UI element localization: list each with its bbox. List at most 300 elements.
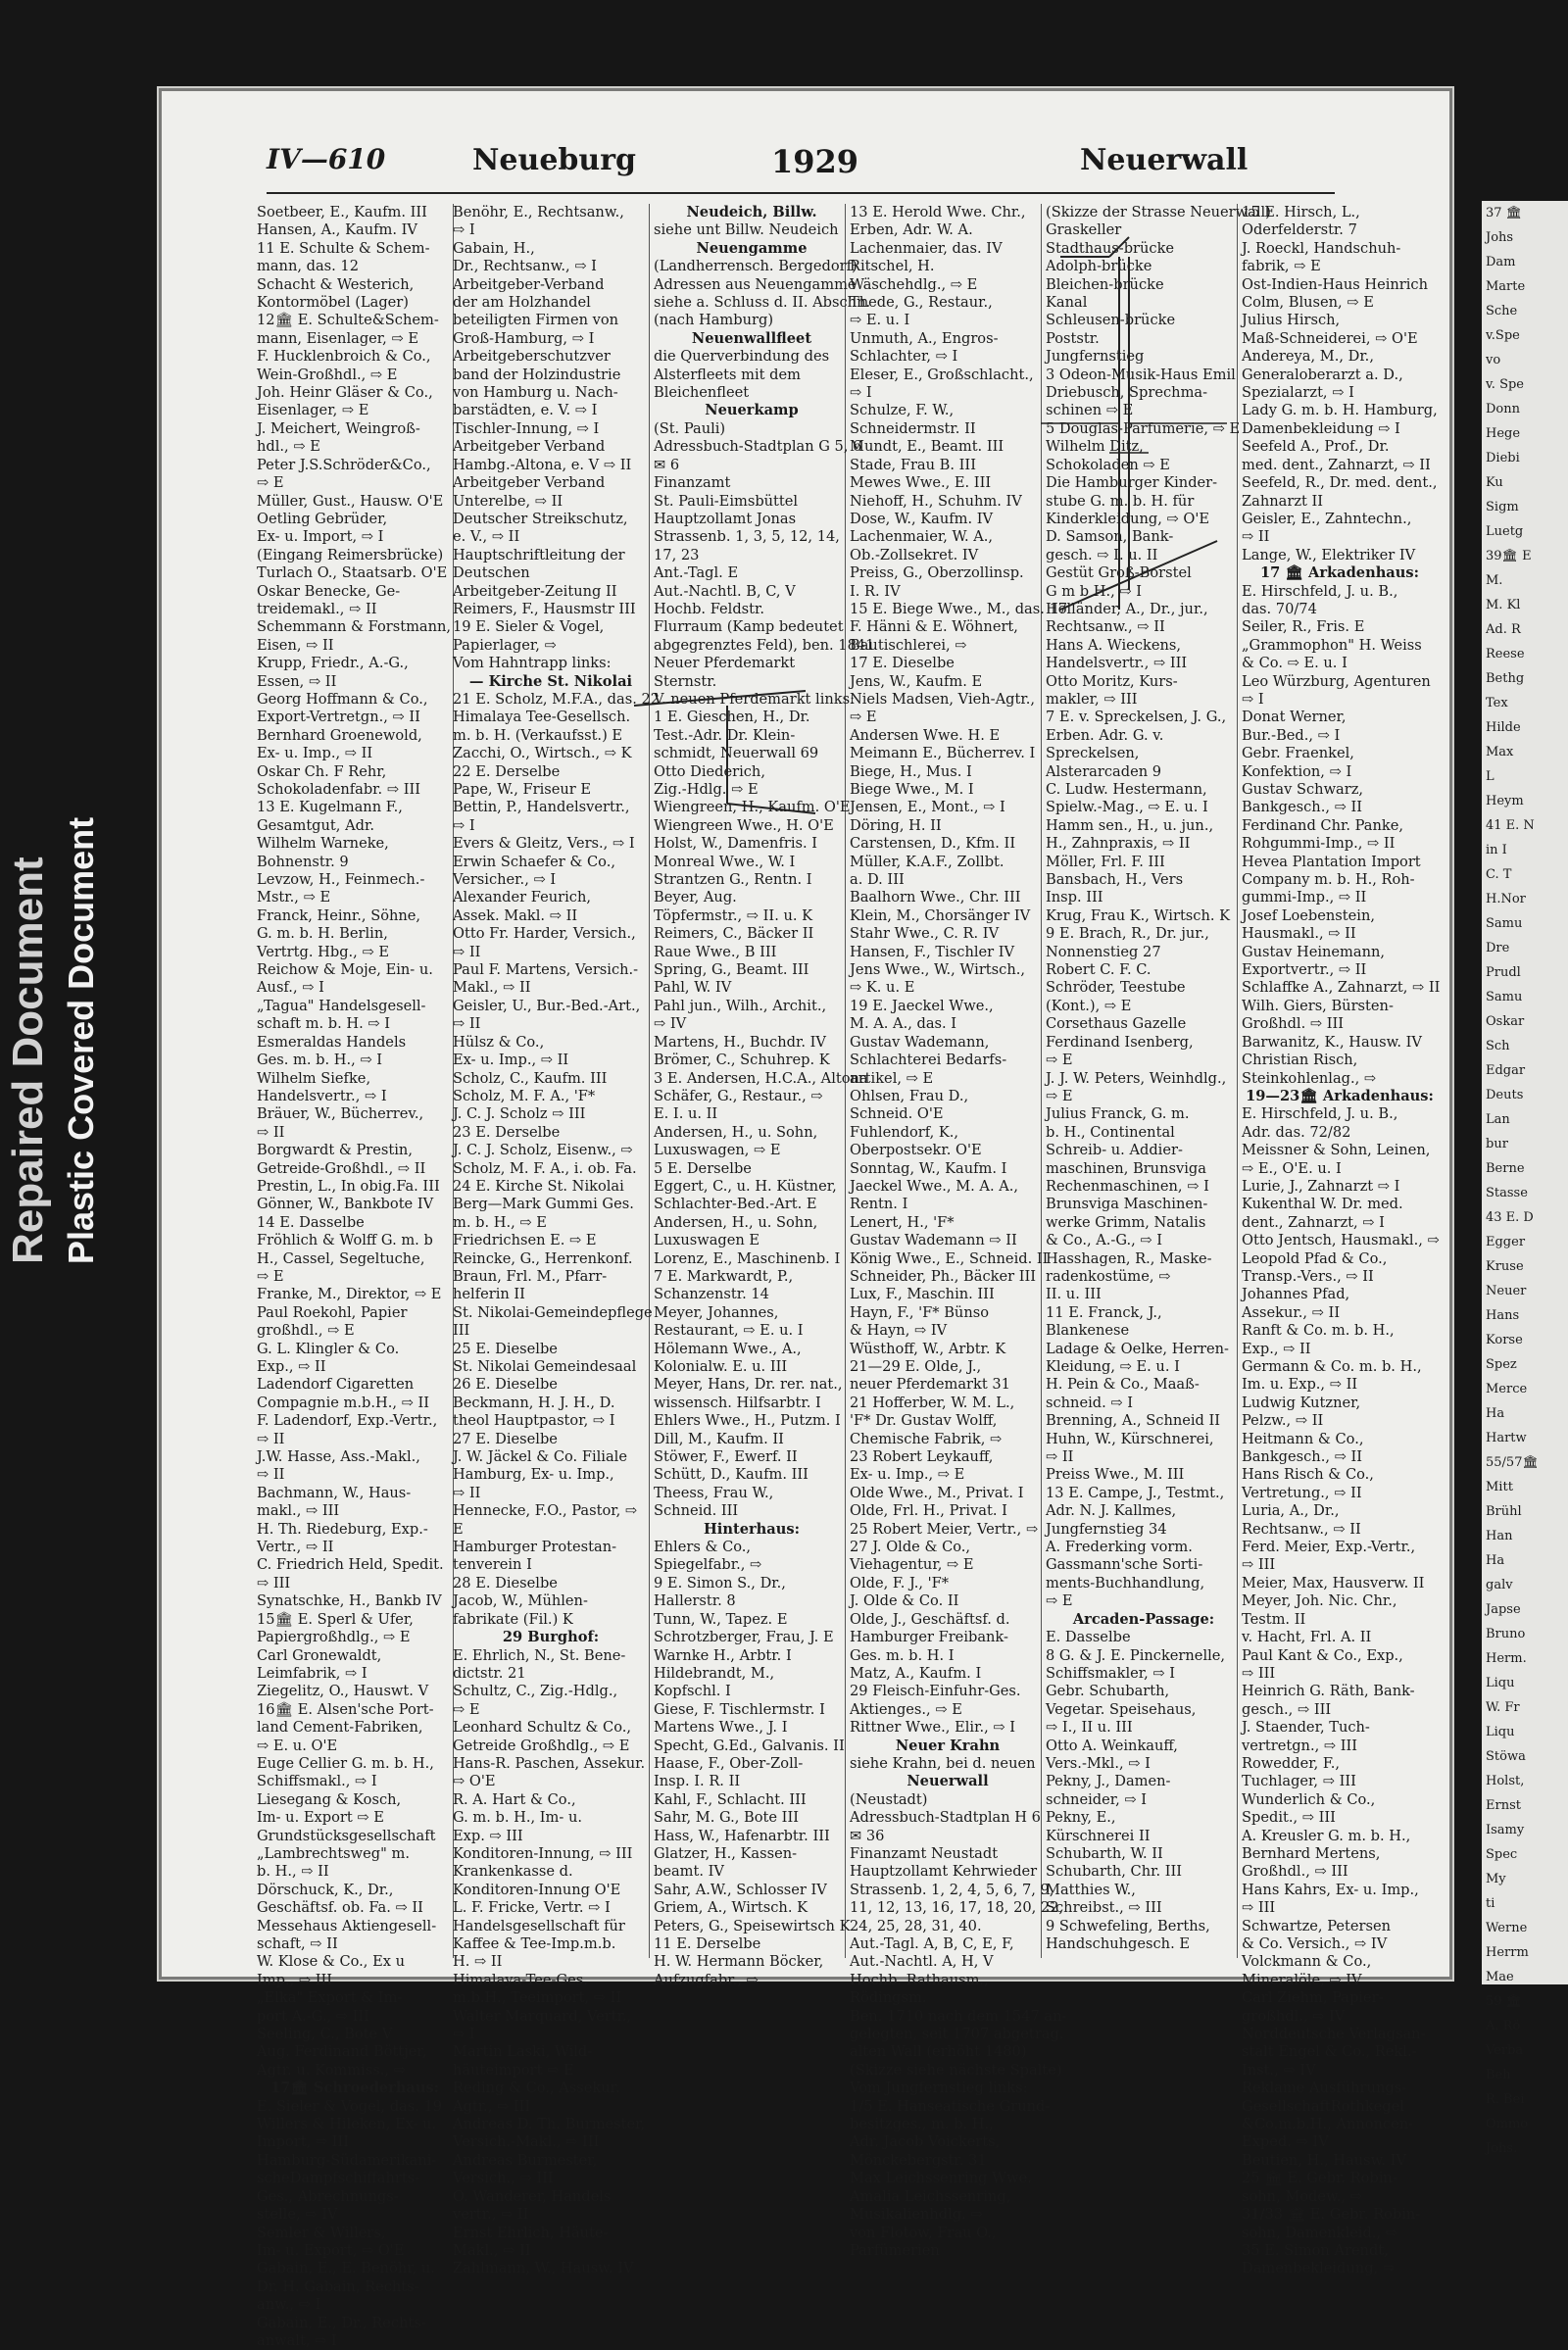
directory-entry-line: Seeling, C., Bote V xyxy=(257,2026,393,2043)
directory-entry-line: Otto Moritz, Kurs- xyxy=(1046,672,1178,690)
directory-entry-line: Kinderkleidung, ⇨ O'E xyxy=(1046,510,1209,527)
directory-entry-line: land Cement-Fabriken, xyxy=(257,1719,423,1737)
directory-entry-line: Handelsgesellschaft für xyxy=(453,1917,625,1934)
directory-entry-line: Wein-Großhdl., ⇨ E xyxy=(257,366,398,383)
directory-entry-line: 5 E. Derselbe xyxy=(654,1159,752,1177)
directory-entry-line: Müller, K.A.F., Zollbt. xyxy=(850,853,1004,870)
directory-entry-line: Im- u. Export ⇨ E xyxy=(257,1809,384,1827)
directory-entry-line: ⇨ II xyxy=(257,1466,285,1484)
directory-entry-line: Kanal xyxy=(1046,294,1088,312)
directory-entry-line: (nach Hamburg) xyxy=(654,312,774,329)
directory-entry-line: Olde, F. J., 'F* xyxy=(850,1574,950,1591)
directory-entry-line: Schiffsmakler, ⇨ I xyxy=(1046,1664,1176,1682)
directory-entry-line: ⇨ I xyxy=(453,2026,475,2043)
directory-entry-line: Hamburg-Südamerikani- xyxy=(257,2151,437,2169)
directory-entry-line: artikel, ⇨ E xyxy=(850,1069,934,1087)
directory-entry-line: Braun, Frl. M., Pfarr- xyxy=(453,1267,608,1285)
directory-entry-line: Musikalienhdlg. ⇨ xyxy=(850,2206,983,2224)
directory-entry-line: ⇨ K. u. E xyxy=(850,979,915,997)
directory-entry-line: 12🏛 E. Schulte&Schem- xyxy=(257,312,439,329)
directory-entry-line: Hochb. Rathausm., xyxy=(850,1971,989,1988)
directory-entry-line: Ladendorf Cigaretten xyxy=(257,1376,415,1394)
directory-entry-line: Monreal Wwe., W. I xyxy=(654,853,796,870)
directory-entry-line: Hennecke, F.O., Pastor, ⇨ xyxy=(453,1502,638,1520)
directory-entry-line: Ex- u. Import, ⇨ I xyxy=(257,528,384,546)
directory-entry-line: Im. u. Exp., ⇨ II xyxy=(1242,1376,1358,1394)
directory-entry-line: Erben, Adr. W. A. xyxy=(850,221,973,239)
directory-entry-line: „Grammophon" H. Weiss xyxy=(1242,636,1422,654)
directory-entry-line: Pahl jun., Wilh., Archit., xyxy=(654,997,827,1014)
directory-entry-line: Graskeller xyxy=(1046,221,1122,239)
directory-entry-line: scheDampfschiffahrts- xyxy=(257,2170,420,2187)
directory-entry-line: 13 E. Campe, J., Testmt., xyxy=(1046,1484,1225,1501)
directory-entry-line: Fuhlendorf, K., xyxy=(850,1123,959,1141)
directory-entry-line: Schreibst., ⇨ III xyxy=(1046,1899,1162,1917)
directory-entry-line: Schneid. III xyxy=(654,1502,739,1520)
directory-entry-line: 3 E. Andersen, H.C.A., Altona xyxy=(654,1069,868,1087)
directory-entry-line: Großhdl. ⇨ III xyxy=(1242,1015,1345,1033)
directory-entry-line: ⇨ II xyxy=(1242,528,1270,546)
neighbor-line: 37 🏛 xyxy=(1486,206,1523,220)
directory-entry-line: Assek. Makl. ⇨ II xyxy=(453,906,578,924)
directory-entry-line: Exp., ⇨ II xyxy=(257,1358,326,1375)
neighbor-line: Liqu xyxy=(1486,1676,1515,1690)
directory-entry-line: Ben. 1710 nach dem 1547 an- xyxy=(850,2007,1067,2025)
directory-entry-line: 9 E. Brach, R., Dr. jur., xyxy=(1046,925,1209,943)
directory-entry-line: Joh. Heinr Gläser & Co., xyxy=(257,384,433,402)
directory-entry-line: Damenbekleidung ⇨ I xyxy=(1242,419,1400,437)
directory-entry-line: von Hamburg u. Nach- xyxy=(453,384,618,402)
directory-entry-line: Evers & Gleitz, Vers., ⇨ I xyxy=(453,835,635,853)
directory-entry-line: Reichow & Moje, Ein- u. xyxy=(257,961,433,979)
neighbor-line: Dam xyxy=(1486,255,1516,269)
directory-entry-line: ⇨ I., II u. III xyxy=(1046,1719,1133,1737)
neighbor-line: My xyxy=(1486,1872,1506,1886)
directory-entry-line: besitzges., m. b. H., xyxy=(850,2116,994,2133)
directory-entry-line: Reincke, G., Herrenkonf. xyxy=(453,1249,633,1267)
directory-entry-line: Beyer, Aug. xyxy=(654,889,737,906)
neighbor-line: Sch xyxy=(1486,1039,1510,1053)
directory-entry-line: Eleser, E., Großschlacht., xyxy=(850,366,1034,383)
directory-entry-line: E xyxy=(453,1520,464,1538)
neighbor-page-edge xyxy=(1482,201,1568,2156)
directory-entry-line: Versich.-Makl., ⇨ III xyxy=(453,2133,600,2151)
neighbor-line: galv xyxy=(1486,1578,1513,1592)
directory-entry-line: anw., ⇨ I xyxy=(257,2296,321,2314)
neighbor-line: Ernst xyxy=(1486,1798,1521,1813)
neighbor-line: Tex xyxy=(1486,696,1508,710)
directory-entry-line: der am Holzhandel xyxy=(453,294,591,312)
directory-entry-line: Beckmann, H. J. H., D. xyxy=(453,1394,615,1411)
directory-entry-line: 21 Hofferber, W. M. L., xyxy=(850,1394,1015,1411)
directory-entry-line: Esmeraldas Handels xyxy=(257,1033,407,1051)
directory-entry-line: Tunn, W., Tapez. E xyxy=(654,1610,788,1628)
directory-entry-line: Scholz, M. F. A., i. ob. Fa. xyxy=(453,1159,637,1177)
directory-entry-line: 27 J. Olde & Co., xyxy=(850,1539,971,1556)
directory-entry-line: Ranft & Co. m. b. H., xyxy=(1242,1322,1395,1340)
directory-entry-line: Pape, W., Friseur E xyxy=(453,781,592,798)
directory-entry-line: Ferd. Meier, Exp.-Vertr., xyxy=(1242,1539,1416,1556)
directory-entry-line: Aut.-Nachtl. B, C, V xyxy=(654,582,796,600)
directory-entry-line: Otto A. Weinkauff, xyxy=(1046,1737,1178,1754)
directory-entry-line: ⇨ III xyxy=(1242,1664,1276,1682)
directory-entry-line: Reimers, F., Hausmstr III xyxy=(453,600,636,617)
directory-entry-line: Hayn, F., 'F* Bünso xyxy=(850,1303,989,1321)
directory-entry-line: Grundstücksgesellschaft xyxy=(257,1827,436,1844)
neighbor-line: Holst, xyxy=(1486,1774,1525,1788)
directory-entry-line: Stöwer, F., Ewerf. II xyxy=(654,1448,798,1466)
directory-entry-line: Poststr. xyxy=(1046,329,1100,347)
directory-entry-line: Schulze, F. W., xyxy=(850,402,955,419)
directory-entry-line: Oskar Ch. F Rehr, xyxy=(257,762,387,780)
directory-entry-line: Ges. m. b. H. I xyxy=(850,1646,955,1664)
directory-entry-line: Luxuswagen E xyxy=(654,1232,760,1249)
directory-entry-line: Hauptzollamt Jonas xyxy=(654,510,797,527)
directory-entry-line: Baalhorn Wwe., Chr. III xyxy=(850,889,1021,906)
directory-entry-line: 11 E. Derselbe xyxy=(654,1935,761,1952)
directory-entry-line: 7 E. Markwardt, P., xyxy=(654,1267,794,1285)
directory-entry-line: Paul F. Martens, Versich.- xyxy=(453,961,639,979)
directory-entry-line: Lachenmaier, das. IV xyxy=(850,239,1003,257)
directory-entry-line: Alexander Feurich, xyxy=(453,889,591,906)
directory-entry-line: sohn, Modew., ⇨ xyxy=(1242,2187,1362,2205)
directory-entry-line: Spedit., ⇨ III xyxy=(1242,1809,1336,1827)
directory-entry-line: Holst, W., Damenfris. I xyxy=(654,835,818,853)
directory-entry-line: Deutscher Streikschutz, xyxy=(453,510,628,527)
directory-entry-line: Schokoladen ⇨ E xyxy=(1046,456,1170,473)
directory-entry-line: Beutien, H., Hausw. IV xyxy=(1242,2151,1406,2169)
directory-entry-line: Hamburg, Ex- u. Imp., xyxy=(453,1466,614,1484)
directory-entry-line: Makl., ⇨ II xyxy=(453,979,531,997)
directory-page xyxy=(157,86,1454,2349)
directory-entry-line: ments-Buchhandlung, xyxy=(1046,1574,1205,1591)
directory-entry-line: Papiergroßhdlg., ⇨ E xyxy=(257,1629,411,1646)
neighbor-line: Egger xyxy=(1486,1235,1526,1249)
neighbor-line: Reese xyxy=(1486,647,1525,661)
directory-entry-line: Volckmann & Co., xyxy=(1242,1953,1372,1971)
directory-entry-line: Viehagentur, ⇨ E xyxy=(850,1556,974,1574)
directory-entry-line: Die Hamburger Kinder- xyxy=(1046,474,1218,492)
directory-entry-line: C. Ludw. Hestermann, xyxy=(1046,781,1207,798)
directory-entry-line: Mundt, E., Beamt. III xyxy=(850,438,1004,456)
directory-entry-line: sohn, Damenkleid., ⇨ xyxy=(1242,2224,1397,2241)
neighbor-line: C. T xyxy=(1486,867,1512,882)
directory-entry-line: 11 E. Schulte & Schem- xyxy=(257,239,430,257)
directory-entry-line: Seiler, R., Fris. E xyxy=(1242,618,1365,636)
directory-entry-line: ⇨ E xyxy=(257,1267,284,1285)
directory-entry-line: Bachmann, W., Haus- xyxy=(257,1484,412,1501)
directory-entry-line: Hansen, A., Kaufm. IV xyxy=(257,221,417,239)
directory-entry-line: Bettin, P., Handelsvertr., xyxy=(453,799,630,816)
directory-entry-line: Wiengreen, H., Kaufm. O'E xyxy=(654,799,851,816)
neighbor-line: v. Spe xyxy=(1486,377,1524,392)
neighbor-line: Samu xyxy=(1486,916,1523,931)
directory-entry-line: Exp., ⇨ II xyxy=(1242,1340,1311,1357)
directory-entry-line: Schneider, Ph., Bäcker III xyxy=(850,1267,1037,1285)
directory-entry-line: beteiligten Firmen von xyxy=(453,312,619,329)
directory-entry-line: J. C. J. Scholz ⇨ III xyxy=(453,1105,586,1123)
directory-entry-line: Arbeitgeber Verband xyxy=(453,474,606,492)
directory-entry-line: Julius Hirsch, xyxy=(1242,312,1341,329)
neighbor-line: Ad. R xyxy=(1486,622,1521,637)
directory-entry-line: Carstensen, D., Kfm. II xyxy=(850,835,1016,853)
directory-entry-line: Ferdinand Chr. Panke, xyxy=(1242,816,1404,834)
neighbor-line: bur xyxy=(1486,1137,1508,1151)
directory-entry-line: Sahr, A.W., Schlosser IV xyxy=(654,1881,827,1898)
directory-entry-line: Bohnenstr. 9 xyxy=(257,853,349,870)
directory-entry-line: Matz, A., Kaufm. I xyxy=(850,1664,982,1682)
directory-entry-line: Restaurant, ⇨ E. u. I xyxy=(654,1322,804,1340)
directory-entry-line: stalt Engel & Co., Rekl.- xyxy=(1242,2043,1417,2061)
directory-entry-line: port A.-G., ⇨ III xyxy=(257,2007,369,2025)
directory-entry-line: Pelzw., ⇨ II xyxy=(1242,1412,1324,1430)
directory-entry-line: Aktienges., ⇨ E xyxy=(850,1700,962,1718)
directory-entry-line: 31/33 🏛 E. Gebr. Robin- xyxy=(1242,2206,1421,2224)
directory-entry-line: Heinrich G. Räth, Bank- xyxy=(1242,1683,1415,1700)
directory-entry-line: H. ⇨ II xyxy=(453,1953,503,1971)
directory-entry-line: A. Frederking vorm. xyxy=(1046,1539,1193,1556)
directory-entry-line: Maß-Schneiderei, ⇨ O'E xyxy=(1242,329,1418,347)
directory-entry-line: Robert C. F. C. xyxy=(1046,961,1152,979)
directory-entry-line: Mstr., ⇨ E xyxy=(257,889,331,906)
directory-entry-line: Ob.-Zollsekret. IV xyxy=(850,546,979,563)
directory-entry-line: ⇨ E xyxy=(257,474,284,492)
directory-entry-line: & Hayn, ⇨ IV xyxy=(850,1322,948,1340)
directory-entry-line: ⇨ E xyxy=(1046,1087,1073,1104)
directory-entry-line: Johannes Pfad, xyxy=(1242,1286,1350,1303)
directory-entry-line: Matthies W., xyxy=(1046,1881,1136,1898)
neighbor-line: 59 🏛 xyxy=(1486,1994,1523,2009)
directory-entry-line: Colm, Blusen, ⇨ E xyxy=(1242,294,1374,312)
directory-entry-line: Ost-Indien-Haus Heinrich xyxy=(1242,275,1428,293)
directory-entry-line: Gabain, E., E. Benöhr, u. xyxy=(257,2260,435,2277)
directory-entry-line: Rechtsanw., ⇨ II xyxy=(1242,1520,1361,1538)
directory-entry-line: Scholz, C., Kaufm. III xyxy=(453,1069,608,1087)
directory-entry-line: Scholz, M. F. A., 'F* xyxy=(453,1087,596,1104)
directory-entry-line: (Kont.), ⇨ E xyxy=(1046,997,1132,1014)
directory-entry-line: Stahr Wwe., C. R. IV xyxy=(850,925,1000,943)
directory-entry-line: Raue Wwe., B III xyxy=(654,943,777,960)
directory-entry-line: Gustav Heinemann, xyxy=(1242,943,1386,960)
directory-entry-line: G m b H., ⇨ I xyxy=(1046,582,1143,600)
directory-entry-line: Wüsthoff, W., Arbtr. K xyxy=(850,1340,1006,1357)
directory-entry-line: 13 E. Kugelmann F., xyxy=(257,799,403,816)
directory-entry-line: Ex- u. Imp., ⇨ II xyxy=(453,1052,569,1069)
directory-entry-line: Schütt, D., Kaufm. III xyxy=(654,1466,808,1484)
directory-entry-line: 15 E. Hirsch, L., xyxy=(1242,204,1360,220)
directory-entry-line: Oetling Gebrüder, xyxy=(257,510,388,527)
directory-entry-line: Lenert, H., 'F* xyxy=(850,1213,955,1231)
directory-entry-line: neuer Pferdemarkt 31 xyxy=(850,1376,1010,1394)
street-sketch-neuerwall xyxy=(1041,218,1227,629)
directory-entry-line: ✉ 36 xyxy=(850,1827,885,1844)
neighbor-line: 41 E. N xyxy=(1486,818,1535,833)
directory-entry-line: gesch. ⇨ I. u. II xyxy=(1046,546,1158,563)
directory-entry-line: Lorenz, E., Maschinenb. I xyxy=(654,1249,841,1267)
directory-entry-line: Tuchlager, ⇨ III xyxy=(1242,1773,1356,1790)
directory-entry-line: Martens, H., Buchdr. IV xyxy=(654,1033,826,1051)
directory-entry-line: Brenning, A., Schneid II xyxy=(1046,1412,1221,1430)
directory-entry-line: Exped. ⇨ IV xyxy=(1242,2133,1329,2151)
directory-entry-line: Christian Risch, xyxy=(1242,1052,1358,1069)
directory-entry-line: Bansbach, H., Vers xyxy=(1046,871,1184,889)
directory-entry-line: fabrikate (Fil.) K xyxy=(453,1610,573,1628)
directory-entry-line: 25 Robert Meier, Vertr., ⇨ xyxy=(850,1520,1039,1538)
directory-entry-line: & Co. ⇨ E. u. I xyxy=(1242,655,1348,672)
directory-entry-line: Vertr., ⇨ II xyxy=(257,1539,334,1556)
directory-entry-line: Gesamtgut, Adr. xyxy=(257,816,374,834)
directory-entry-line: Neudeich, Billw. xyxy=(686,204,817,220)
directory-entry-line: Dörschuck, K., Dr., xyxy=(257,1881,394,1898)
neighbor-line: Japse xyxy=(1486,1602,1521,1617)
directory-entry-line: mann, das. 12 xyxy=(257,258,359,275)
directory-entry-line: Jensen, E., Mont., ⇨ I xyxy=(850,799,1005,816)
directory-entry-line: Turlach O., Staatsarb. O'E xyxy=(257,564,448,582)
directory-entry-line: Bankgesch., ⇨ II xyxy=(1242,799,1363,816)
neighbor-line: Prudl xyxy=(1486,965,1521,980)
directory-entry-line: hdl., ⇨ E xyxy=(257,438,320,456)
neighbor-line: Lan xyxy=(1486,1112,1510,1127)
directory-entry-line: Gustav Schwarz, xyxy=(1242,781,1364,798)
directory-entry-line: Essen, ⇨ II xyxy=(257,672,337,690)
directory-entry-line: J. Staender, Tuch- xyxy=(1242,1719,1370,1737)
directory-entry-line: Schwartze, Petersen xyxy=(1242,1917,1392,1934)
directory-entry-line: 3 Odeon-Musik-Haus Emil xyxy=(1046,366,1236,383)
directory-entry-line: 29 Fleisch-Einfuhr-Ges. xyxy=(850,1683,1021,1700)
directory-entry-line: G. m. b. H. Berlin, xyxy=(257,925,388,943)
directory-entry-line: ⇨ III xyxy=(1242,1899,1276,1917)
directory-entry-line: F. Hucklenbroich & Co., xyxy=(257,348,431,366)
directory-entry-line: Ehlers & Co., xyxy=(654,1539,752,1556)
directory-entry-line: Assekur., ⇨ II xyxy=(1242,1303,1341,1321)
directory-entry-line: Ex- u. Imp., ⇨ E xyxy=(850,1466,965,1484)
directory-entry-line: Carl Gronewaldt, xyxy=(257,1646,382,1664)
directory-entry-line: theol Hauptpastor, ⇨ I xyxy=(453,1412,615,1430)
neighbor-line: Spec xyxy=(1486,1847,1518,1862)
neighbor-line: Bethg xyxy=(1486,671,1525,686)
directory-entry-line: GesellschaftRothkegel xyxy=(1242,2097,1404,2115)
directory-entry-line: Ferdinand Isenberg, xyxy=(1046,1033,1194,1051)
directory-entry-line: Oberpostsekr. O'E xyxy=(850,1142,982,1159)
page-number: IV—610 xyxy=(267,143,386,175)
directory-entry-line: Finanzamt Neustadt xyxy=(850,1844,999,1862)
directory-entry-line: E. I. u. II xyxy=(654,1105,718,1123)
directory-entry-line: III xyxy=(453,1322,470,1340)
directory-entry-line: m. b. H. (Verkaufsst.) E xyxy=(453,726,623,744)
directory-entry-line: ⇨ IV xyxy=(654,1015,687,1033)
directory-entry-line: Otto Fr. Harder, Versich., xyxy=(453,925,636,943)
directory-entry-line: Berg—Mark Gummi Ges. xyxy=(453,1196,634,1213)
directory-entry-line: Hasshagen, R., Maske- xyxy=(1046,1249,1212,1267)
directory-entry-line: Olde Wwe., M., Privat. I xyxy=(850,1484,1024,1501)
side-label xyxy=(4,817,102,1264)
directory-entry-line: Eggert, C., u. H. Küstner, xyxy=(654,1177,837,1195)
directory-entry-line: Soetbeer, E., Kaufm. III xyxy=(257,204,427,220)
directory-entry-line: Hevea Plantation Import xyxy=(1242,853,1421,870)
directory-entry-line: &Co.m.b.H., Annoncen- xyxy=(1242,2116,1414,2133)
directory-entry-line: Unterelbe, ⇨ II xyxy=(453,492,564,510)
neighbor-line: Deuts xyxy=(1486,1088,1524,1102)
directory-entry-line: Krupp, Friedr., A.-G., xyxy=(257,655,409,672)
directory-entry-line: ⇨ E xyxy=(453,1700,480,1718)
directory-entry-line: Schokoladenfabr. ⇨ III xyxy=(257,781,420,798)
neighbor-line: Spez xyxy=(1486,1357,1517,1372)
directory-entry-line: Lachenmaier, W. A., xyxy=(850,528,994,546)
directory-entry-line: siehe a. Schluss d. II. Abschn. xyxy=(654,294,871,312)
directory-entry-line: Chemische Fabrik, ⇨ xyxy=(850,1430,1003,1447)
directory-entry-line: Meier, Max, Hausverw. II xyxy=(1242,1574,1425,1591)
directory-entry-line: Andereya, M., Dr., xyxy=(1242,348,1374,366)
directory-entry-line: b. H., ⇨ II xyxy=(257,1863,329,1881)
directory-entry-line: 8 G. & J. E. Pinckernelle, xyxy=(1046,1646,1226,1664)
directory-entry-line: Inst., ⇨ IV xyxy=(1242,2061,1316,2079)
directory-entry-line: Schultz, C., Zig.-Hdlg., xyxy=(453,1683,618,1700)
directory-entry-line: J.W. Hasse, Ass.-Makl., xyxy=(257,1448,420,1466)
directory-entry-line: Neuer Pferdemarkt xyxy=(654,655,796,672)
directory-entry-line: Preiss, G., Oberzollinsp. xyxy=(850,564,1024,582)
directory-entry-line: großhdl., ⇨ E xyxy=(257,1322,355,1340)
directory-entry-line: stube G. m. b. H. für xyxy=(1046,492,1195,510)
directory-entry-line: Insp. III xyxy=(1046,889,1103,906)
directory-entry-line: 35 E. Simon Arendt, xyxy=(1242,2241,1389,2259)
directory-entry-line: Ritschel, H. xyxy=(850,258,935,275)
directory-entry-line: Arbeitgeberschutzver xyxy=(453,348,611,366)
directory-entry-line: 24, 25, 28, 31, 40. xyxy=(850,1917,982,1934)
directory-entry-line: Friedrichsen E. ⇨ E xyxy=(453,1232,597,1249)
directory-entry-line: Meyer, Joh. Nic. Chr., xyxy=(1242,1592,1397,1610)
directory-entry-line: J. Meichert, Weingroß- xyxy=(257,419,420,437)
directory-entry-line: Bankgesch., ⇨ II xyxy=(1242,1448,1363,1466)
directory-entry-line: radenkostüme, ⇨ xyxy=(1046,1267,1171,1285)
directory-entry-line: Import, ⇨ III xyxy=(257,2133,350,2151)
directory-entry-line: Erben. Adr. G. v. xyxy=(1046,726,1164,744)
directory-entry-line: Biege Wwe., M. I xyxy=(850,781,974,798)
directory-entry-line: Hamm sen., H., u. jun., xyxy=(1046,816,1214,834)
directory-entry-line: Corsethaus Gazelle xyxy=(1046,1015,1187,1033)
directory-entry-line: Schlachterei Bedarfs- xyxy=(850,1052,1007,1069)
directory-entry-line: 15 E. Biege Wwe., M., das. 17 xyxy=(850,600,1068,617)
directory-entry-line: 5 Douglas-Parfumerie, ⇨ E xyxy=(1046,419,1241,437)
neighbor-line: Herm. xyxy=(1486,1651,1527,1666)
directory-entry-line: F. Ladendorf, Exp.-Vertr., xyxy=(257,1412,438,1430)
neighbor-line: Kruse xyxy=(1486,1259,1524,1274)
directory-entry-line: J. W. Jäckel & Co. Filiale xyxy=(453,1448,627,1466)
directory-entry-line: Preiss Wwe., M. III xyxy=(1046,1466,1185,1484)
directory-entry-line: dent., Zahnarzt, ⇨ I xyxy=(1242,1213,1385,1231)
directory-entry-line: Himalaya Tee-Gesellsch. xyxy=(453,709,631,726)
directory-entry-line: 11 E. Franck, J., xyxy=(1046,1303,1162,1321)
directory-entry-line: 23 Robert Leykauff, xyxy=(850,1448,994,1466)
directory-entry-line: Geisler, E., Zahntechn., xyxy=(1242,510,1412,527)
directory-entry-line: Spezialarzt, ⇨ I xyxy=(1242,384,1354,402)
neighbor-line: v.Spe xyxy=(1486,328,1520,343)
directory-entry-line: Haase, F., Ober-Zoll- xyxy=(654,1754,804,1772)
directory-entry-line: Damenbekleidung, ⇨ xyxy=(1242,2260,1396,2277)
directory-entry-line: Wilhelm Ditz, xyxy=(1046,438,1144,456)
directory-entry-line: Olde, Frl. H., Privat. I xyxy=(850,1502,1007,1520)
directory-entry-line: Imp., ⇨ III xyxy=(257,1971,333,1988)
neighbor-line: Diebi xyxy=(1486,451,1520,465)
directory-entry-line: Vegetar. Speisehaus, xyxy=(1046,1700,1197,1718)
directory-entry-line: Geschäftsf. ob. Fa. ⇨ II xyxy=(257,1899,423,1917)
neighbor-line: Brühl xyxy=(1486,1504,1522,1519)
directory-entry-line: Meyer, Johannes, xyxy=(654,1303,779,1321)
directory-entry-line: Sahr, M. G., Bote III xyxy=(654,1809,799,1827)
directory-entry-line: Kürschnerei II xyxy=(1046,1827,1151,1844)
directory-entry-line: Ludwig Kutzner, xyxy=(1242,1394,1361,1411)
directory-entry-line: Handelsvertr., ⇨ I xyxy=(257,1087,387,1104)
directory-entry-line: Schacht & Westerich, xyxy=(257,275,415,293)
